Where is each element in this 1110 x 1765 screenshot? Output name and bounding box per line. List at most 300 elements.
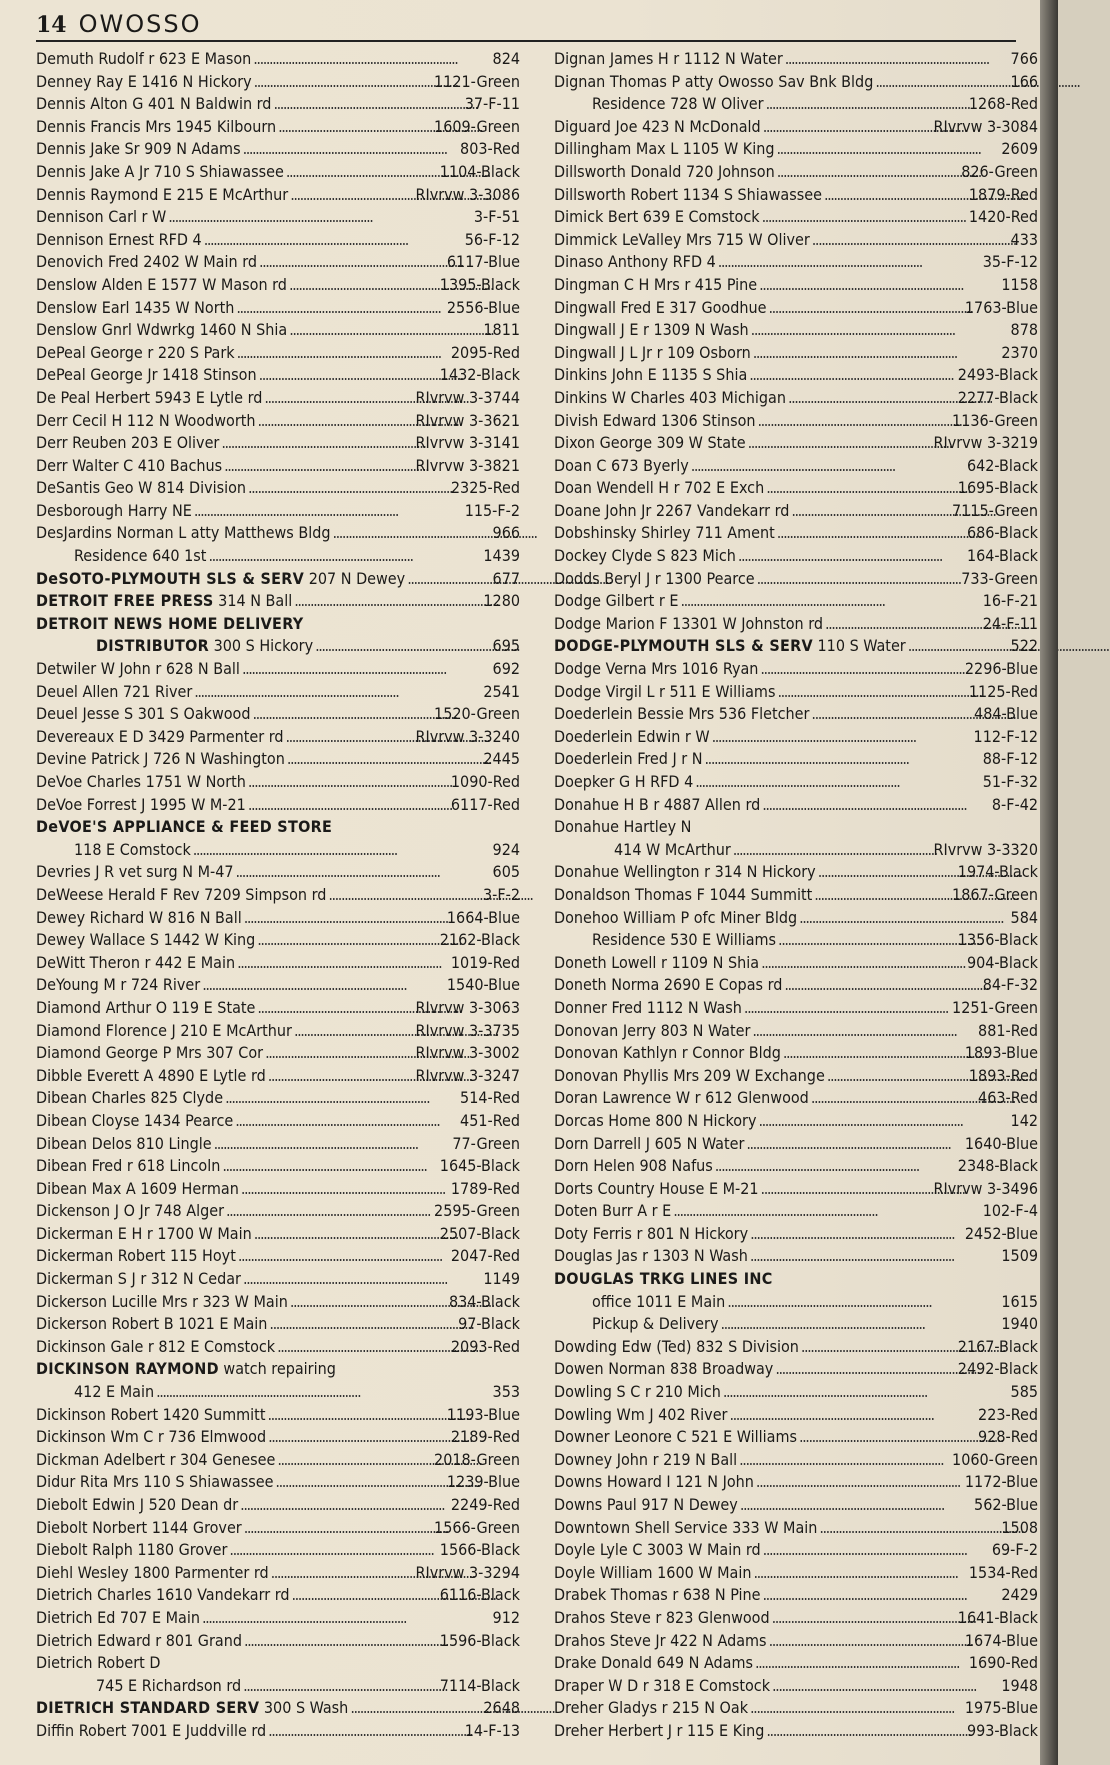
listing-phone: 2296-Blue [964,659,1038,679]
leader-dots [193,839,491,861]
listing-phone: 766 [1010,49,1038,68]
listing-name: Dennis Raymond E 215 E McArthur [36,184,289,204]
listing-entry [36,1313,520,1336]
leader-dots [407,568,490,590]
listing-name: Doederlein Bessie Mrs 536 Fletcher [554,704,810,724]
listing-name: Doederlein Edwin r W [554,726,710,746]
listing-phone: 1664-Blue [446,907,520,927]
listing-name: Doten Burr A r E [554,1201,672,1221]
listing-phone: 824 [492,49,520,68]
listing-phone: 642-Black [966,455,1038,475]
listing-entry [554,1087,1038,1110]
listing-entry [554,1245,1038,1268]
listing-phone: 878 [1010,320,1038,340]
leader-dots [691,455,965,477]
listing-name: Dickman Adelbert r 304 Genesee [36,1449,276,1469]
listing-entry [36,161,520,184]
leader-dots [775,1358,955,1380]
leader-dots [240,1494,449,1516]
listing-name: Dorts Country House E M-21 [554,1178,759,1198]
listing-name [554,635,906,657]
listing-phone: 1534-Red [968,1562,1038,1582]
listing-phone: RIvrvw 3-3320 [933,839,1038,859]
listing-name: Downtown Shell Service 333 W Main [554,1517,818,1537]
listing-phone: 585 [1010,1382,1038,1402]
listing-phone: 1640-Blue [964,1133,1038,1153]
listing-phone: 112-F-12 [973,726,1038,746]
leader-dots [777,161,959,183]
listing-phone: 1520-Green [434,704,520,724]
listing-entry [36,1675,520,1698]
leader-dots [762,794,990,816]
right-column [554,48,1038,1743]
listing-entry [36,138,520,161]
listing-name: Dorcas Home 800 N Hickory [554,1110,757,1130]
listing-phone: 2445 [483,749,520,769]
listing-name: Dibble Everett A 4890 E Lytle rd [36,1065,266,1085]
listing-name: 745 E Richardson rd [96,1675,242,1695]
listing-name: Diamond George P Mrs 307 Cor [36,1043,264,1063]
listing-name: DeWitt Theron r 442 E Main [36,952,236,972]
listing-phone: 584 [1010,907,1038,927]
leader-dots [253,703,433,725]
listing-name: Dibean Charles 825 Clyde [36,1088,224,1108]
listing-name: Dickinson Wm C r 736 Elmwood [36,1427,267,1447]
listing-name: Dowding Edw (Ted) 832 S Division [554,1336,799,1356]
listing-entry [36,1720,520,1743]
listing-name: Doederlein Fred J r N [554,749,703,769]
leader-dots [777,522,965,544]
listing-columns [36,48,1038,1743]
listing-name: Deuel Allen 721 River [36,681,193,701]
leader-dots [236,861,491,883]
leader-dots [254,1223,438,1245]
listing-phone: 912 [492,1607,520,1627]
listing-phone: 966 [492,523,520,543]
listing-entry [36,206,520,229]
listing-entry [554,1539,1038,1562]
leader-dots [242,658,491,680]
listing-name: Drake Donald 649 N Adams [554,1653,753,1673]
listing-phone: 2493-Black [957,365,1038,385]
listing-phone: 2541 [483,681,520,701]
listing-phone: 1596-Black [439,1630,520,1650]
leader-dots [740,1494,972,1516]
leader-dots [814,884,950,906]
listing-entry [554,48,1038,71]
listing-phone: 69-F-2 [991,1540,1038,1560]
listing-phone: 2609 [1001,139,1038,159]
listing-phone: RIvrvw 3-3084 [933,116,1038,136]
listing-name: Donahue Hartley N [554,817,692,837]
listing-entry [554,681,1038,704]
listing-entry [36,342,520,365]
listing-entry [554,997,1038,1020]
leader-dots [241,1178,449,1200]
listing-name [36,635,313,657]
leader-dots [784,974,980,996]
listing-name [36,1697,348,1719]
leader-dots [350,1697,481,1719]
listing-phone: 7114-Black [439,1675,520,1695]
listing-phone: 164-Black [966,546,1038,566]
page-edge [1040,0,1058,1765]
listing-entry [554,748,1038,771]
listing-name: Dingman C H Mrs r 415 Pine [554,274,758,294]
leader-dots [202,1607,491,1629]
listing-name [36,590,292,612]
listing-phone: 24-F-11 [982,613,1038,633]
leader-dots [278,116,432,138]
listing-name: Doyle Lyle C 3003 W Main rd [554,1540,761,1560]
listing-phone: 1695-Black [957,478,1038,498]
listing-business-name: DIETRICH STANDARD SERV [36,1698,260,1718]
listing-phone: 2348-Black [957,1156,1038,1176]
listing-entry [554,1517,1038,1540]
listing-phone: 97-Black [458,1314,520,1334]
leader-dots [269,1313,456,1335]
listing-entry [36,1426,520,1449]
listing-entry [554,635,1038,658]
listing-entry [554,1042,1038,1065]
listing-name: Dennis Francis Mrs 1945 Kilbourn [36,116,277,136]
leader-dots [333,522,491,544]
listing-phone: RIvrvw 3-3247 [415,1065,520,1085]
listing-name: DeYoung M r 724 River [36,975,201,995]
listing-entry [554,1562,1038,1585]
leader-dots [752,1020,976,1042]
listing-name: Doneth Lowell r 1109 N Shia [554,952,760,972]
listing-name: Derr Cecil H 112 N Woodworth [36,410,256,430]
leader-dots [819,1517,999,1539]
listing-phone: 2595-Green [434,1201,520,1221]
listing-phone: 1251-Green [952,997,1038,1017]
listing-entry [36,1358,520,1381]
listing-phone: 2277-Black [957,387,1038,407]
listing-phone: 605 [492,862,520,882]
listing-phone: 8-F-42 [991,794,1038,814]
leader-dots [720,1313,999,1335]
listing-entry [36,251,520,274]
listing-phone: 1690-Red [968,1653,1038,1673]
leader-dots [208,545,481,567]
leader-dots [673,1200,981,1222]
listing-entry [36,1087,520,1110]
listing-phone: 2429 [1001,1585,1038,1605]
listing-phone: 35-F-12 [982,252,1038,272]
listing-name: Drahos Steve r 823 Glenwood [554,1607,770,1627]
leader-dots [258,410,414,432]
listing-name: Dickerson Lucille Mrs r 323 W Main [36,1291,288,1311]
listing-entry [36,1652,520,1675]
listing-name: Draper W D r 318 E Comstock [554,1675,771,1695]
listing-entry [554,613,1038,636]
listing-entry [36,522,520,545]
listing-phone: 562-Blue [974,1495,1038,1514]
listing-entry [554,816,1038,839]
leader-dots [225,1087,458,1109]
listing-entry [36,477,520,500]
listing-entry [36,455,520,478]
leader-dots [777,681,966,703]
listing-name: Downey John r 219 N Ball [554,1449,738,1469]
listing-entry [36,748,520,771]
listing-phone: 1395-Black [439,274,520,294]
listing-phone: RIvrvw 3-3735 [415,1020,520,1040]
listing-entry [36,1291,520,1314]
leader-dots [825,613,981,635]
leader-dots [224,455,413,477]
listing-name: Dietrich Charles 1610 Vandekarr rd [36,1585,290,1605]
listing-entry [36,364,520,387]
listing-address: watch repairing [218,1359,336,1379]
leader-dots [277,1449,432,1471]
listing-entry [554,658,1038,681]
listing-entry [554,1584,1038,1607]
listing-entry [554,952,1038,975]
listing-name: DesJardins Norman L atty Matthews Bldg [36,523,331,543]
leader-dots [237,342,449,364]
listing-name: Dingwall Fred E 317 Goodhue [554,297,767,317]
leader-dots [768,297,962,319]
listing-name: 414 W McArthur [614,839,731,859]
listing-name: Dennison Ernest RFD 4 [36,229,202,249]
listing-phone: 14-F-13 [464,1720,520,1740]
leader-dots [291,1584,437,1606]
listing-entry [554,184,1038,207]
listing-phone: 1432-Black [439,365,520,385]
leader-dots [226,1200,432,1222]
leader-dots [257,997,413,1019]
listing-phone: 2249-Red [450,1495,520,1514]
listing-entry [36,974,520,997]
listing-phone: 6117-Red [450,794,520,814]
listing-entry [36,1449,520,1472]
listing-name: Dickinson Gale r 812 E Comstock [36,1336,276,1356]
page-header [36,10,1016,42]
listing-entry [554,1652,1038,1675]
listing-entry [36,635,520,658]
listing-entry [554,229,1038,252]
listing-entry [36,839,520,862]
leader-dots [811,1087,976,1109]
listing-entry [554,884,1038,907]
listing-name: Dennis Jake Sr 909 N Adams [36,139,241,159]
listing-entry [554,71,1038,94]
listing-name: Dennis Alton G 401 N Baldwin rd [36,94,272,114]
leader-dots [214,1133,451,1155]
listing-phone: 88-F-12 [982,749,1038,769]
listing-name: Donner Fred 1112 N Wash [554,997,742,1017]
leader-dots [236,297,445,319]
listing-phone: 1566-Black [439,1540,520,1560]
left-column [36,48,520,1743]
listing-name: Dodge Gilbert r E [554,591,679,611]
listing-entry [554,839,1038,862]
listing-phone: 881-Red [978,1020,1038,1040]
listing-phone: 51-F-32 [982,772,1038,791]
listing-entry [36,907,520,930]
leader-dots [294,1020,414,1042]
leader-dots [777,138,1000,160]
leader-dots [754,1562,967,1584]
leader-dots [750,1697,963,1719]
leader-dots [259,364,438,386]
listing-name: Diguard Joe 423 N McDonald [554,116,761,136]
leader-dots [827,1065,967,1087]
listing-entry [554,116,1038,139]
listing-phone: 102-F-4 [982,1201,1038,1221]
listing-entry [36,1042,520,1065]
leader-dots [285,726,413,748]
listing-phone: 692 [492,659,520,679]
leader-dots [818,861,956,883]
leader-dots [772,1607,956,1629]
listing-entry [554,1675,1038,1698]
listing-entry [36,816,520,839]
leader-dots [908,635,1009,657]
leader-dots [761,952,965,974]
listing-entry [554,206,1038,229]
leader-dots [783,1042,963,1064]
listing-entry [36,319,520,342]
listing-entry [36,387,520,410]
listing-phone: 1149 [483,1269,520,1289]
listing-phone: 2507-Black [439,1223,520,1243]
listing-name: Diffin Robert 7001 E Juddville rd [36,1720,267,1740]
leader-dots [750,1223,963,1245]
leader-dots [290,184,413,206]
listing-name: Doran Lawrence W r 612 Glenwood [554,1088,809,1108]
listing-phone: 3-F-51 [473,207,520,227]
listing-name [36,568,405,590]
leader-dots [194,681,481,703]
listing-name: Didur Rita Mrs 110 S Shiawassee [36,1472,274,1492]
listing-phone: RIvrvw 3-3141 [415,433,520,453]
listing-entry [554,297,1038,320]
listing-phone: RIvrvw 3-3086 [415,184,520,204]
listing-entry [554,1381,1038,1404]
leader-dots [194,500,463,522]
listing-name: Dreher Herbert J r 115 E King [554,1720,765,1740]
listing-entry [36,1381,520,1404]
listing-entry [36,1539,520,1562]
listing-name: Doty Ferris r 801 N Hickory [554,1223,749,1243]
listing-name: Donovan Jerry 803 N Water [554,1020,751,1040]
leader-dots [759,274,999,296]
listing-phone: 1566-Green [434,1517,520,1537]
listing-entry [36,658,520,681]
listing-entry [36,1133,520,1156]
listing-phone: 1763-Blue [964,297,1038,317]
listing-name: De Peal Herbert 5943 E Lytle rd [36,387,263,407]
listing-name: Dodds Beryl J r 1300 Pearce [554,568,755,588]
leader-dots [705,748,981,770]
listing-phone: 1789-Red [450,1178,520,1198]
leader-dots [222,1155,437,1177]
listing-phone: 2452-Blue [964,1223,1038,1243]
listing-name: Drahos Steve Jr 422 N Adams [554,1630,767,1650]
leader-dots [328,884,481,906]
listing-name: Desborough Harry NE [36,500,192,520]
listing-phone: 924 [492,839,520,859]
listing-entry [36,1404,520,1427]
listing-name: Divish Edward 1306 Stinson [554,410,756,430]
listing-phone: 1893-Red [968,1065,1038,1085]
leader-dots [791,500,950,522]
leader-dots [268,1065,414,1087]
leader-dots [244,1630,438,1652]
listing-name: Dickerman S J r 312 N Cedar [36,1269,241,1289]
leader-dots [811,703,972,725]
listing-phone: 223-Red [978,1404,1038,1424]
leader-dots [244,1517,432,1539]
listing-phone: 1121-Green [434,71,520,91]
listing-entry [554,974,1038,997]
leader-dots [277,1336,449,1358]
listing-business-name: DeSOTO-PLYMOUTH SLS & SERV [36,568,305,588]
leader-dots [315,635,490,657]
leader-dots [729,1404,976,1426]
listing-phone: 463-Red [978,1088,1038,1108]
listing-entry [554,455,1038,478]
listing-name [36,1358,336,1380]
listing-name: Donahue H B r 4887 Allen rd [554,794,761,814]
listing-phone: RIvrvw 3-3744 [415,387,520,407]
listing-name: Donahue Wellington r 314 N Hickory [554,862,816,882]
listing-name: Dobshinsky Shirley 711 Ament [554,523,775,543]
leader-dots [766,477,956,499]
listing-phone: 677 [492,568,520,588]
listing-name: Dewey Wallace S 1442 W King [36,930,256,950]
listing-phone: 1879-Red [968,184,1038,204]
listing-phone: 2556-Blue [446,297,520,317]
listing-name: Donovan Phyllis Mrs 209 W Exchange [554,1065,825,1085]
leader-dots [750,1245,1000,1267]
listing-phone: 2648 [483,1698,520,1718]
leader-dots [769,1630,963,1652]
leader-dots [749,364,956,386]
leader-dots [788,387,956,409]
listing-name: DePeal George Jr 1418 Stinson [36,365,257,385]
listing-entry [36,410,520,433]
leader-dots [202,974,445,996]
listing-entry [36,613,520,636]
listing-entry [554,93,1038,116]
listing-entry [554,1630,1038,1653]
listing-phone: RIvrvw 3-3496 [933,1178,1038,1198]
listing-entry [554,1607,1038,1630]
leader-dots [723,1381,1009,1403]
leader-dots [744,997,950,1019]
listing-entry [36,1268,520,1291]
listing-entry [554,319,1038,342]
listing-address: 110 S Water [812,636,906,656]
listing-name: Dillsworth Donald 720 Johnson [554,161,775,181]
listing-phone: 1641-Black [957,1607,1038,1627]
listing-entry [36,545,520,568]
leader-dots [286,161,438,183]
listing-phone: 1867-Green [952,884,1038,904]
listing-phone: 6117-Blue [446,252,520,272]
listing-phone: 2370 [1001,342,1038,362]
leader-dots [248,794,449,816]
listing-entry [36,771,520,794]
leader-dots [812,229,1009,251]
listing-phone: 1125-Red [968,681,1038,701]
listing-entry [554,1268,1038,1291]
listing-entry [36,1494,520,1517]
